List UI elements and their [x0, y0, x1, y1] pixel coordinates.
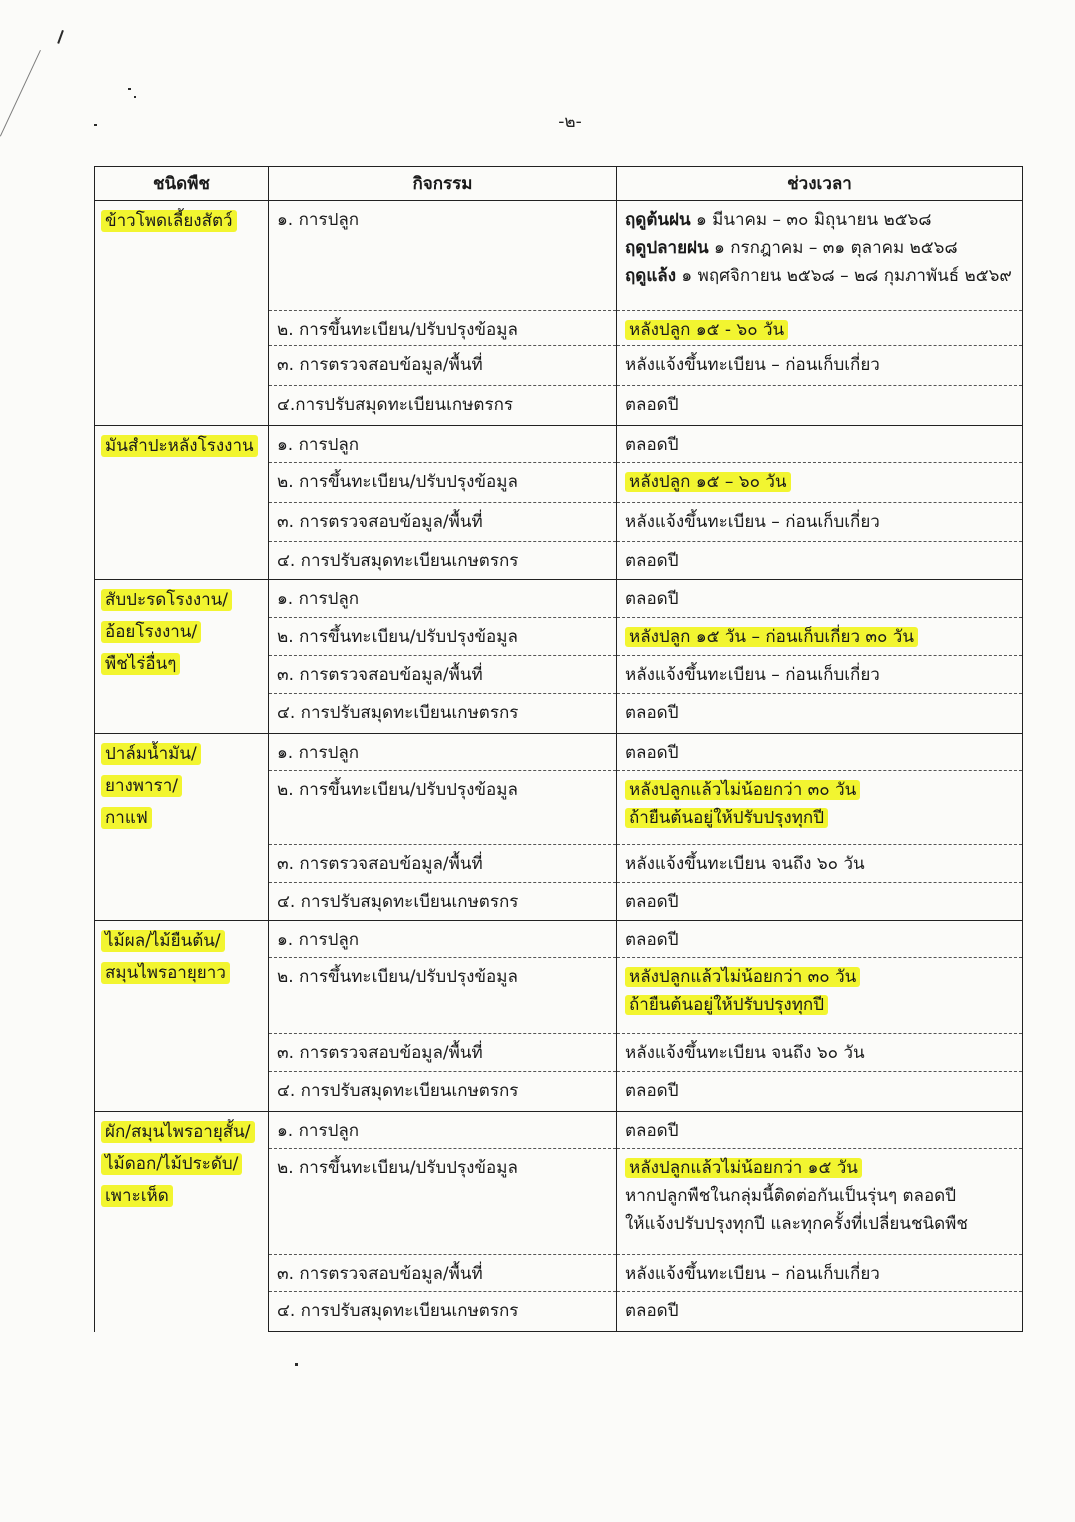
activity-cell — [269, 426, 617, 463]
time-period-cell — [617, 426, 1023, 463]
season-label: ฤดูต้นฝน — [625, 210, 691, 230]
time-period-text: หลังปลูก ๑๕ – ๖๐ วัน — [625, 472, 791, 492]
activity-cell — [269, 1072, 617, 1112]
season-range: ๑ มีนาคม – ๓๐ มิถุนายน ๒๕๖๘ — [690, 210, 932, 230]
activity-cell — [269, 1292, 617, 1332]
time-period-cell — [617, 580, 1023, 618]
time-period-cell — [617, 734, 1023, 771]
time-period-text: ถ้ายืนต้นอยู่ให้ปรับปรุงทุกปี — [625, 995, 828, 1015]
season-label: ฤดูแล้ง — [625, 266, 677, 286]
time-period-text: หลังปลูกแล้วไม่น้อยกว่า ๓๐ วัน — [625, 967, 860, 987]
activity-text: ๔.การปรับสมุดทะเบียนเกษตรกร — [277, 395, 513, 415]
time-period-text: ตลอดปี — [625, 1301, 679, 1321]
activity-text: ๓. การตรวจสอบข้อมูล/พื้นที่ — [277, 355, 483, 375]
table-body — [95, 201, 1023, 1332]
header-activity: กิจกรรม — [269, 167, 617, 201]
time-period-cell — [617, 883, 1023, 921]
time-period-line — [625, 888, 1014, 916]
crop-name-text: มันสำปะหลังโรงงาน — [101, 435, 258, 457]
activity-cell — [269, 580, 617, 618]
time-period-line — [625, 1117, 1014, 1145]
crop-name-line — [101, 648, 262, 680]
activity-text: ๓. การตรวจสอบข้อมูล/พื้นที่ — [277, 1043, 483, 1063]
time-period-text: หลังแจ้งขึ้นทะเบียน จนถึง ๖๐ วัน — [625, 1043, 865, 1063]
table-row — [95, 1112, 1023, 1149]
activity-text: ๑. การปลูก — [277, 743, 360, 763]
time-period-cell — [617, 201, 1023, 311]
crop-type-cell — [95, 580, 269, 734]
table-header-row — [95, 167, 1023, 201]
crop-name-text: สับปะรดโรงงาน/ — [101, 589, 232, 611]
crop-name-text: ข้าวโพดเลี้ยงสัตว์ — [101, 210, 237, 232]
table-row — [95, 201, 1023, 311]
time-period-text: ตลอดปี — [625, 892, 679, 912]
table-row — [95, 734, 1023, 771]
time-period-line — [625, 804, 1014, 832]
activity-text: ๒. การขึ้นทะเบียน/ปรับปรุงข้อมูล — [277, 1158, 518, 1178]
time-period-text: หลังแจ้งขึ้นทะเบียน – ก่อนเก็บเกี่ยว — [625, 355, 880, 375]
activity-text: ๑. การปลูก — [277, 435, 360, 455]
time-period-line — [625, 1154, 1014, 1182]
activity-text: ๓. การตรวจสอบข้อมูล/พื้นที่ — [277, 665, 483, 685]
time-period-cell — [617, 958, 1023, 1034]
season-range: ๑ กรกฎาคม – ๓๑ ตุลาคม ๒๕๖๘ — [708, 238, 958, 258]
time-period-cell — [617, 1112, 1023, 1149]
activity-cell — [269, 1034, 617, 1072]
time-period-cell — [617, 503, 1023, 542]
activity-cell — [269, 1112, 617, 1149]
time-period-cell — [617, 542, 1023, 580]
activity-text: ๔. การปรับสมุดทะเบียนเกษตรกร — [277, 703, 519, 723]
time-period-text: หลังแจ้งขึ้นทะเบียน – ก่อนเก็บเกี่ยว — [625, 665, 880, 685]
table-row — [95, 426, 1023, 463]
time-period-line — [625, 1297, 1014, 1325]
activity-cell — [269, 201, 617, 311]
time-period-text: หลังปลูก ๑๕ - ๖๐ วัน — [625, 320, 788, 340]
time-period-text: หากปลูกพืชในกลุ่มนี้ติดต่อกันเป็นรุ่นๆ ตลอดปี — [625, 1186, 957, 1206]
activity-text: ๒. การขึ้นทะเบียน/ปรับปรุงข้อมูล — [277, 780, 518, 800]
crop-name-line — [101, 205, 262, 237]
time-period-text: หลังปลูกแล้วไม่น้อยกว่า ๑๕ วัน — [625, 1158, 862, 1178]
header-crop: ชนิดพืช — [95, 167, 269, 201]
scan-mark — [295, 1363, 298, 1366]
time-period-line — [625, 1182, 1014, 1210]
table-row — [95, 921, 1023, 958]
scan-mark — [128, 88, 131, 90]
time-period-text: ตลอดปี — [625, 589, 679, 609]
time-period-text: ตลอดปี — [625, 743, 679, 763]
activity-cell — [269, 542, 617, 580]
activity-text: ๑. การปลูก — [277, 589, 360, 609]
time-period-line — [625, 1260, 1014, 1288]
time-period-text: หลังแจ้งขึ้นทะเบียน – ก่อนเก็บเกี่ยว — [625, 512, 880, 532]
time-period-text: หลังปลูก ๑๕ วัน – ก่อนเก็บเกี่ยว ๓๐ วัน — [625, 627, 918, 647]
time-period-line — [625, 776, 1014, 804]
time-period-line — [625, 206, 1014, 234]
time-period-cell — [617, 656, 1023, 694]
crop-name-text: ไม้ผล/ไม้ยืนต้น/ — [101, 930, 225, 952]
time-period-cell — [617, 771, 1023, 845]
time-period-text: ตลอดปี — [625, 1081, 679, 1101]
crop-type-cell — [95, 426, 269, 580]
crop-name-text: ปาล์มน้ำมัน/ — [101, 743, 201, 765]
season-range: ๑ พฤศจิกายน ๒๕๖๘ – ๒๘ กุมภาพันธ์ ๒๕๖๙ — [676, 266, 1012, 286]
crop-name-text: เพาะเห็ด — [101, 1185, 173, 1207]
activity-text: ๑. การปลูก — [277, 1121, 360, 1141]
crop-name-text: สมุนไพรอายุยาว — [101, 962, 230, 984]
time-period-line — [625, 1039, 1014, 1067]
crop-name-text: ผัก/สมุนไพรอายุสั้น/ — [101, 1121, 255, 1143]
time-period-line — [625, 234, 1014, 262]
scan-mark — [134, 96, 136, 98]
activity-cell — [269, 1255, 617, 1292]
time-period-text: ให้แจ้งปรับปรุงทุกปี และทุกครั้งที่เปลี่ยนชนิดพืช — [625, 1214, 968, 1234]
time-period-line — [625, 739, 1014, 767]
activity-text: ๔. การปรับสมุดทะเบียนเกษตรกร — [277, 1301, 519, 1321]
time-period-line — [625, 351, 1014, 379]
time-period-line — [625, 1077, 1014, 1105]
activity-cell — [269, 656, 617, 694]
crop-name-line — [101, 925, 262, 957]
time-period-text: ตลอดปี — [625, 1121, 679, 1141]
activity-cell — [269, 845, 617, 883]
activity-text: ๔. การปรับสมุดทะเบียนเกษตรกร — [277, 1081, 519, 1101]
activity-cell — [269, 503, 617, 542]
time-period-cell — [617, 1072, 1023, 1112]
table-row — [95, 580, 1023, 618]
time-period-line — [625, 1210, 1014, 1238]
activity-text: ๒. การขึ้นทะเบียน/ปรับปรุงข้อมูล — [277, 967, 518, 987]
activity-cell — [269, 921, 617, 958]
activity-cell — [269, 463, 617, 503]
crop-name-text: ยางพารา/ — [101, 775, 182, 797]
time-period-line — [625, 963, 1014, 991]
season-label: ฤดูปลายฝน — [625, 238, 709, 258]
activity-cell — [269, 771, 617, 845]
header-time: ช่วงเวลา — [617, 167, 1023, 201]
time-period-line — [625, 623, 1014, 651]
activity-text: ๓. การตรวจสอบข้อมูล/พื้นที่ — [277, 1264, 483, 1284]
activity-text: ๓. การตรวจสอบข้อมูล/พื้นที่ — [277, 512, 483, 532]
crop-name-line — [101, 1116, 262, 1148]
activity-cell — [269, 346, 617, 386]
activity-cell — [269, 958, 617, 1034]
time-period-line — [625, 468, 1014, 496]
time-period-line — [625, 316, 1014, 344]
crop-name-line — [101, 738, 262, 770]
activity-text: ๔. การปรับสมุดทะเบียนเกษตรกร — [277, 892, 519, 912]
activity-cell — [269, 386, 617, 426]
activity-text: ๒. การขึ้นทะเบียน/ปรับปรุงข้อมูล — [277, 627, 518, 647]
time-period-text: ตลอดปี — [625, 551, 679, 571]
time-period-line — [625, 926, 1014, 954]
time-period-cell — [617, 618, 1023, 656]
time-period-cell — [617, 1255, 1023, 1292]
crop-type-cell — [95, 734, 269, 921]
activity-cell — [269, 883, 617, 921]
crop-name-line — [101, 1148, 262, 1180]
time-period-cell — [617, 386, 1023, 426]
crop-name-line — [101, 616, 262, 648]
activity-text: ๑. การปลูก — [277, 930, 360, 950]
activity-text: ๒. การขึ้นทะเบียน/ปรับปรุงข้อมูล — [277, 472, 518, 492]
crop-name-line — [101, 1180, 262, 1212]
crop-type-cell — [95, 1112, 269, 1332]
crop-name-line — [101, 957, 262, 989]
time-period-cell — [617, 1034, 1023, 1072]
time-period-line — [625, 431, 1014, 459]
time-period-text: หลังปลูกแล้วไม่น้อยกว่า ๓๐ วัน — [625, 780, 860, 800]
time-period-text: ตลอดปี — [625, 435, 679, 455]
crop-name-line — [101, 430, 262, 462]
time-period-text: หลังแจ้งขึ้นทะเบียน จนถึง ๖๐ วัน — [625, 854, 865, 874]
scan-mark — [57, 30, 64, 44]
time-period-text: ถ้ายืนต้นอยู่ให้ปรับปรุงทุกปี — [625, 808, 828, 828]
time-period-line — [625, 661, 1014, 689]
page-number: -๒- — [558, 112, 582, 132]
time-period-text: ตลอดปี — [625, 395, 679, 415]
time-period-line — [625, 850, 1014, 878]
time-period-cell — [617, 845, 1023, 883]
activity-cell — [269, 618, 617, 656]
time-period-cell — [617, 921, 1023, 958]
crop-name-text: พืชไร่อื่นๆ — [101, 653, 180, 675]
time-period-cell — [617, 694, 1023, 734]
crop-type-cell — [95, 921, 269, 1112]
activity-text: ๔. การปรับสมุดทะเบียนเกษตรกร — [277, 551, 519, 571]
time-period-text: หลังแจ้งขึ้นทะเบียน – ก่อนเก็บเกี่ยว — [625, 1264, 880, 1284]
crop-name-text: กาแฟ — [101, 807, 152, 829]
time-period-cell — [617, 346, 1023, 386]
activity-cell — [269, 1149, 617, 1255]
time-period-cell — [617, 1149, 1023, 1255]
time-period-cell — [617, 311, 1023, 346]
time-period-line — [625, 699, 1014, 727]
time-period-line — [625, 547, 1014, 575]
time-period-cell — [617, 463, 1023, 503]
time-period-line — [625, 391, 1014, 419]
time-period-text: ตลอดปี — [625, 930, 679, 950]
activity-cell — [269, 734, 617, 771]
crop-name-line — [101, 584, 262, 616]
crop-name-line — [101, 802, 262, 834]
time-period-cell — [617, 1292, 1023, 1332]
time-period-line — [625, 991, 1014, 1019]
activity-text: ๒. การขึ้นทะเบียน/ปรับปรุงข้อมูล — [277, 320, 518, 340]
crop-schedule-table — [94, 166, 1023, 1332]
activity-cell — [269, 311, 617, 346]
activity-cell — [269, 694, 617, 734]
crop-name-text: ไม้ดอก/ไม้ประดับ/ — [101, 1153, 242, 1175]
time-period-text: ตลอดปี — [625, 703, 679, 723]
activity-text: ๑. การปลูก — [277, 210, 360, 230]
time-period-line — [625, 585, 1014, 613]
time-period-line — [625, 262, 1014, 290]
crop-name-text: อ้อยโรงงาน/ — [101, 621, 201, 643]
activity-text: ๓. การตรวจสอบข้อมูล/พื้นที่ — [277, 854, 483, 874]
time-period-line — [625, 508, 1014, 536]
crop-type-cell — [95, 201, 269, 426]
crop-name-line — [101, 770, 262, 802]
